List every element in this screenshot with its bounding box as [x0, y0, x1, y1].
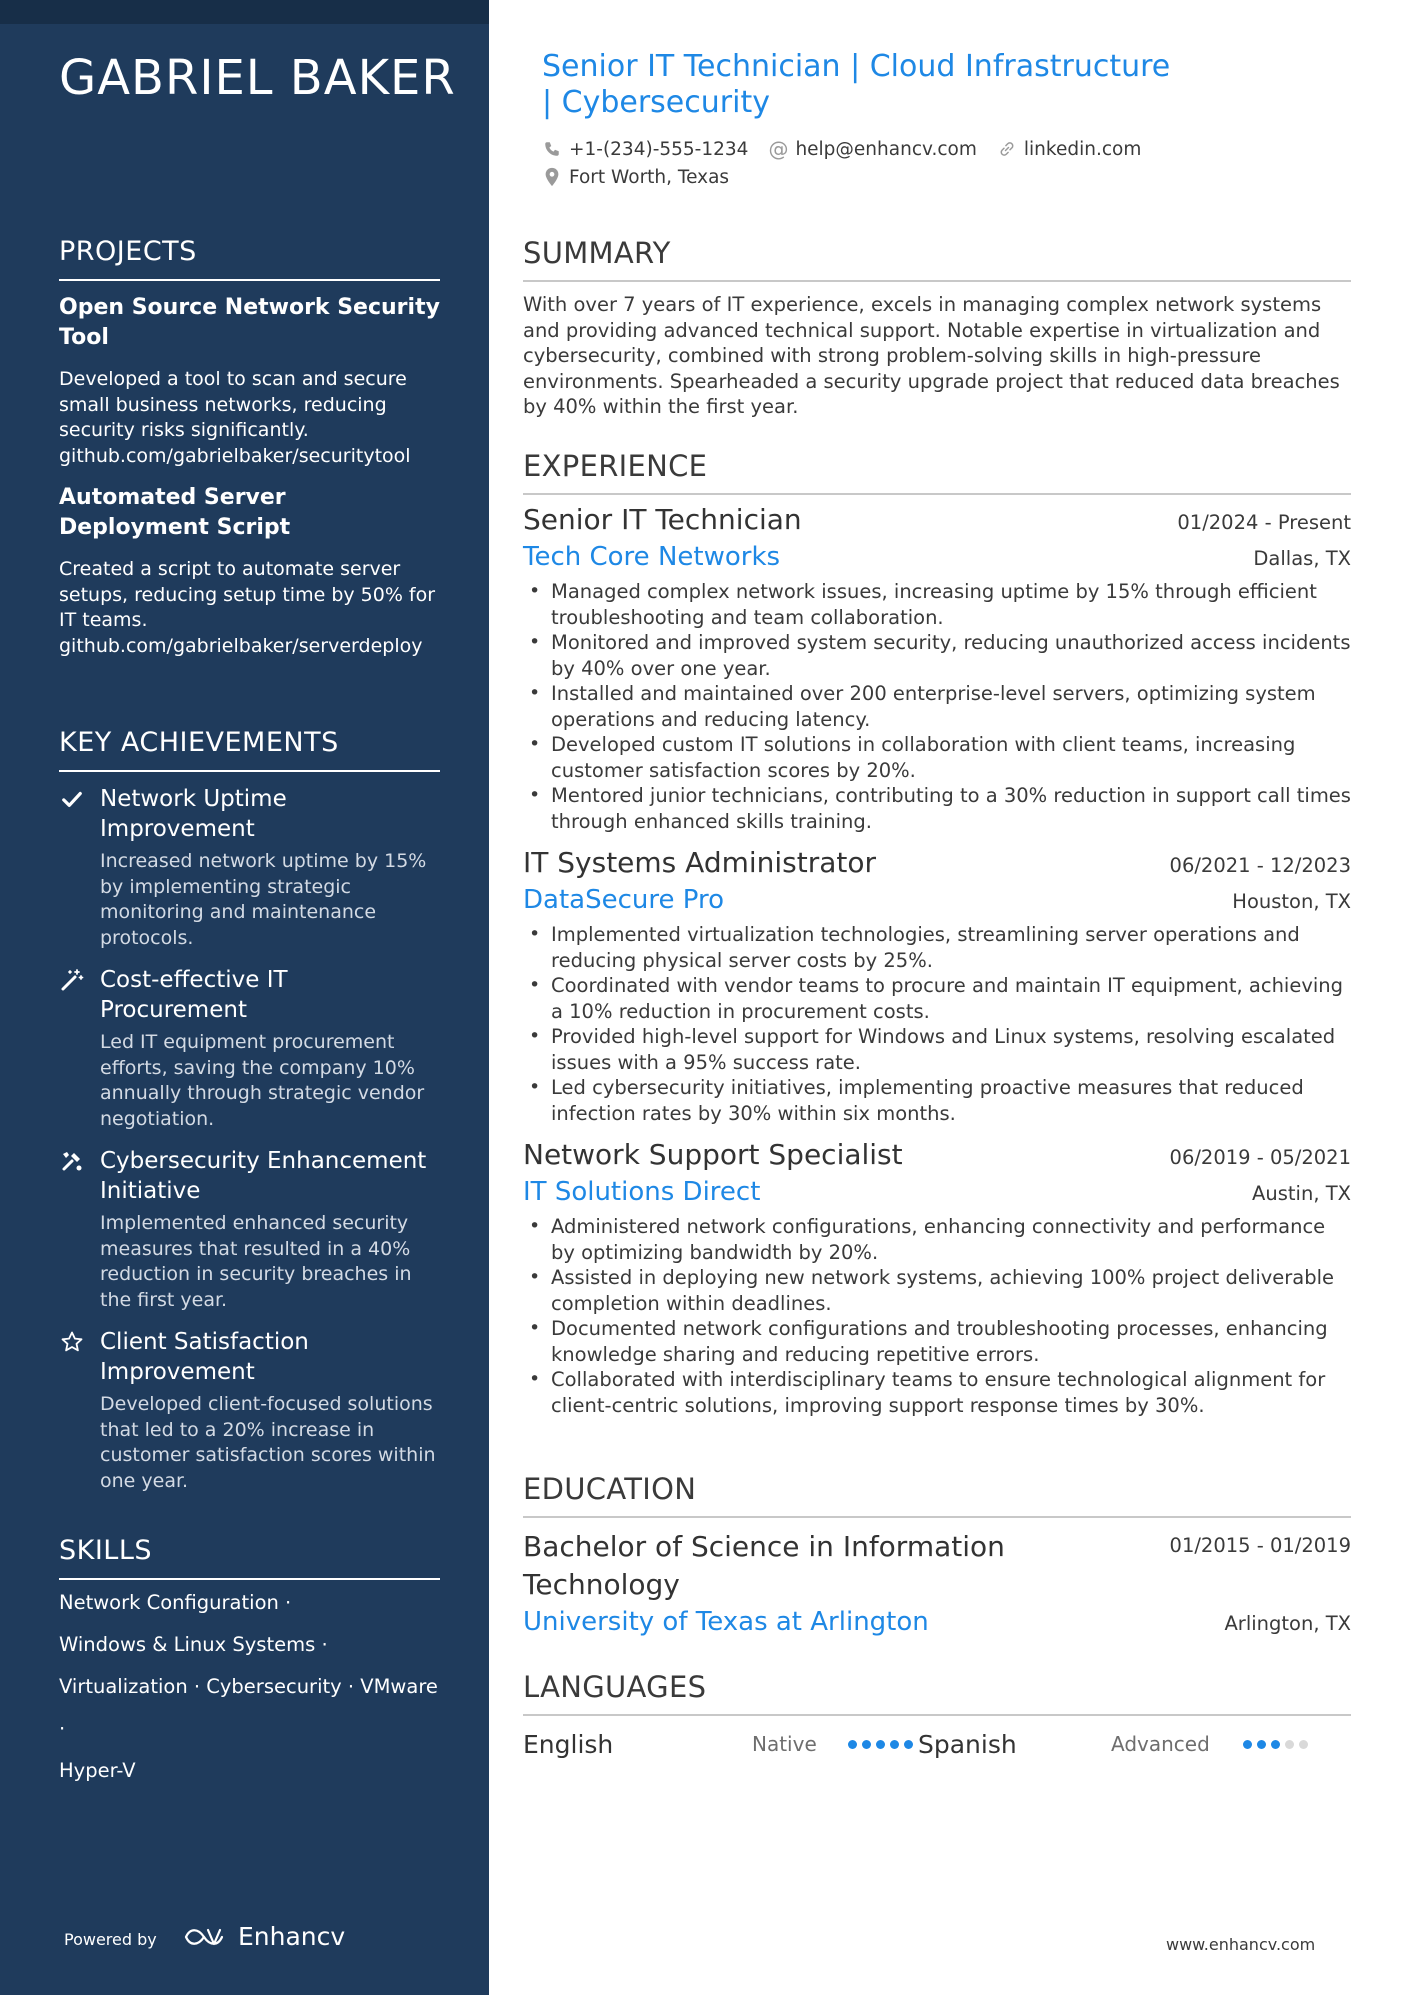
achievements-heading: KEY ACHIEVEMENTS [59, 727, 440, 772]
education-degree: Bachelor of Science in Information Technology [523, 1530, 1005, 1601]
summary-heading: SUMMARY [523, 236, 1351, 282]
achievements-section [59, 727, 440, 1494]
headline: Senior IT Technician | Cloud Infrastructure | Cybersecurity [542, 49, 1171, 120]
job-title: Network Support Specialist [523, 1138, 903, 1171]
location-text: Fort Worth, Texas [569, 166, 730, 188]
achievement-description: Increased network uptime by 15% by implementing strategic monitoring and maintenance protocols. [100, 850, 427, 949]
job-location: Austin, TX [1252, 1182, 1351, 1205]
sidebar [0, 0, 489, 1995]
email-text: help@enhancv.com [795, 138, 977, 160]
education-section [523, 1472, 1351, 1640]
contact-location [542, 167, 729, 188]
job-bullet: • Monitored and improved system security, reducing unauthorized access incidents by 40% over one year. [523, 630, 1351, 681]
summary-section [523, 236, 1351, 420]
job-bullet: • Provided high-level support for Windows and Linux systems, resolving escalated issues with a 95% success rate. [523, 1024, 1351, 1075]
job-bullet: • Led cybersecurity initiatives, implementing proactive measures that reduced infection rates by 30% within six months. [523, 1075, 1351, 1126]
skills-line: Network Configuration · [59, 1591, 292, 1614]
job-company[interactable]: IT Solutions Direct [523, 1177, 761, 1207]
proficiency-dot-filled [862, 1740, 871, 1749]
proficiency-dot-filled [904, 1740, 913, 1749]
job-bullet: • Documented network configurations and troubleshooting processes, enhancing knowledge sharing and reducing repetitive errors. [523, 1316, 1351, 1367]
proficiency-dot-empty [1299, 1740, 1308, 1749]
project-description: Developed a tool to scan and secure small business networks, reducing security risks significantly. github.com/gabrielbaker/securitytool [59, 368, 411, 467]
education-heading: EDUCATION [523, 1472, 1351, 1518]
location-pin-icon [542, 167, 562, 187]
contact-phone[interactable] [542, 139, 748, 160]
contact-email[interactable] [768, 139, 976, 160]
magic-wand-icon [59, 967, 85, 993]
footer-website[interactable]: www.enhancv.com [1166, 1935, 1316, 1954]
languages-row [523, 1728, 1351, 1760]
skills-line: Virtualization · Cybersecurity · VMware · [59, 1675, 438, 1740]
check-icon [59, 786, 85, 812]
proficiency-dot-filled [1257, 1740, 1266, 1749]
project-item [59, 483, 440, 659]
job-title: Senior IT Technician [523, 503, 802, 536]
achievement-description: Led IT equipment procurement efforts, saving the company 10% annually through strategic vendor negotiation. [100, 1031, 425, 1130]
project-description: Created a script to automate server setups, reducing setup time by 50% for IT teams. github.com/gabrielbaker/serverdeploy [59, 558, 436, 657]
job-bullet: • Implemented virtualization technologies, streamlining server operations and reducing physical server costs by 25%. [523, 922, 1351, 973]
achievement-item [59, 784, 440, 951]
job-bullet: • Collaborated with interdisciplinary teams to ensure technological alignment for client-centric solutions, improving support response times by 30%. [523, 1367, 1351, 1418]
job-bullet: • Coordinated with vendor teams to procure and maintain IT equipment, achieving a 10% reduction in procurement costs. [523, 973, 1351, 1024]
education-school[interactable]: University of Texas at Arlington [523, 1607, 929, 1637]
contact-linkedin[interactable] [997, 139, 1141, 160]
achievement-item [59, 1327, 440, 1494]
experience-section [523, 449, 1351, 1418]
enhancv-logo[interactable] [184, 1922, 345, 1951]
job-location: Houston, TX [1232, 890, 1351, 913]
language-proficiency-dots [1243, 1740, 1308, 1749]
job-bullet: • Mentored junior technicians, contributing to a 30% reduction in support call times through enhanced skills training. [523, 783, 1351, 834]
star-icon [59, 1329, 85, 1355]
language-name: Spanish [918, 1729, 1017, 1759]
job-entry [523, 501, 1351, 834]
achievement-description: Implemented enhanced security measures that resulted in a 40% reduction in security breaches in the first year. [100, 1212, 412, 1311]
achievement-title: Client Satisfaction Improvement [100, 1329, 309, 1385]
skills-line: Hyper-V [59, 1759, 136, 1782]
linkedin-text: linkedin.com [1023, 138, 1142, 160]
proficiency-dot-filled [848, 1740, 857, 1749]
sidebar-top-strip [0, 0, 489, 24]
enhancv-brand-text: Enhancv [238, 1922, 346, 1951]
powered-by-label: Powered by [64, 1930, 157, 1949]
education-dates: 01/2015 - 01/2019 [1169, 1534, 1351, 1557]
job-dates: 01/2024 - Present [1177, 511, 1351, 534]
language-level: Native [752, 1732, 817, 1756]
phone-icon [542, 139, 562, 159]
achievement-title: Cybersecurity Enhancement Initiative [100, 1148, 427, 1204]
job-entry [523, 844, 1351, 1126]
job-bullets [523, 579, 1351, 834]
job-bullet: • Managed complex network issues, increasing uptime by 15% through efficient troubleshooting and team collaboration. [523, 579, 1351, 630]
job-bullet: • Installed and maintained over 200 enterprise-level servers, optimizing system operations and reducing latency. [523, 681, 1351, 732]
summary-text: With over 7 years of IT experience, excels in managing complex network systems and providing advanced technical support. Notable expertise in virtualization and cybersecurity, combined with strong problem-solving skills in high-pressure environments. Spearheaded a security upgrade project that reduced data breaches by 40% within the first year. [523, 293, 1340, 418]
language-item [523, 1730, 918, 1759]
proficiency-dot-filled [1271, 1740, 1280, 1749]
achievement-title: Network Uptime Improvement [100, 786, 287, 842]
job-bullet: • Developed custom IT solutions in collaboration with client teams, increasing customer satisfaction scores by 20%. [523, 732, 1351, 783]
job-company[interactable]: DataSecure Pro [523, 885, 724, 915]
language-name: English [523, 1729, 614, 1759]
projects-heading: PROJECTS [59, 236, 440, 281]
project-title: Automated Server Deployment Script [59, 485, 291, 540]
languages-section [523, 1670, 1351, 1760]
proficiency-dot-filled [1243, 1740, 1252, 1749]
achievement-description: Developed client-focused solutions that led to a 20% increase in customer satisfaction scores within one year. [100, 1393, 436, 1492]
skills-section [59, 1535, 440, 1792]
job-dates: 06/2019 - 05/2021 [1169, 1146, 1351, 1169]
proficiency-dot-filled [876, 1740, 885, 1749]
at-sign-icon: @ [768, 137, 789, 161]
job-entry [523, 1136, 1351, 1418]
languages-heading: LANGUAGES [523, 1670, 1351, 1716]
tools-icon [59, 1148, 85, 1174]
proficiency-dot-filled [890, 1740, 899, 1749]
job-company[interactable]: Tech Core Networks [523, 542, 781, 572]
job-dates: 06/2021 - 12/2023 [1169, 854, 1351, 877]
job-bullets [523, 1214, 1351, 1418]
link-icon [997, 139, 1017, 159]
candidate-name: GABRIEL BAKER [59, 50, 456, 106]
education-location: Arlington, TX [1224, 1612, 1351, 1635]
project-title: Open Source Network Security Tool [59, 295, 440, 350]
language-proficiency-dots [848, 1740, 913, 1749]
project-item [59, 293, 440, 469]
job-title: IT Systems Administrator [523, 846, 877, 879]
proficiency-dot-empty [1285, 1740, 1294, 1749]
phone-text: +1-(234)-555-1234 [569, 138, 749, 160]
skills-line: Windows & Linux Systems · [59, 1633, 328, 1656]
job-bullet: • Assisted in deploying new network systems, achieving 100% project deliverable completion within deadlines. [523, 1265, 1351, 1316]
achievement-item [59, 1146, 440, 1313]
job-bullets [523, 922, 1351, 1126]
job-bullet: • Administered network configurations, enhancing connectivity and performance by optimizing bandwidth by 20%. [523, 1214, 1351, 1265]
language-level: Advanced [1111, 1732, 1210, 1756]
achievement-title: Cost-effective IT Procurement [100, 967, 288, 1023]
experience-heading: EXPERIENCE [523, 449, 1351, 495]
job-location: Dallas, TX [1253, 547, 1351, 570]
skills-heading: SKILLS [59, 1535, 440, 1580]
contact-info [542, 136, 1342, 192]
enhancv-logo-icon [184, 1926, 232, 1948]
achievement-item [59, 965, 440, 1132]
projects-section [59, 236, 440, 659]
language-item [918, 1730, 1351, 1759]
